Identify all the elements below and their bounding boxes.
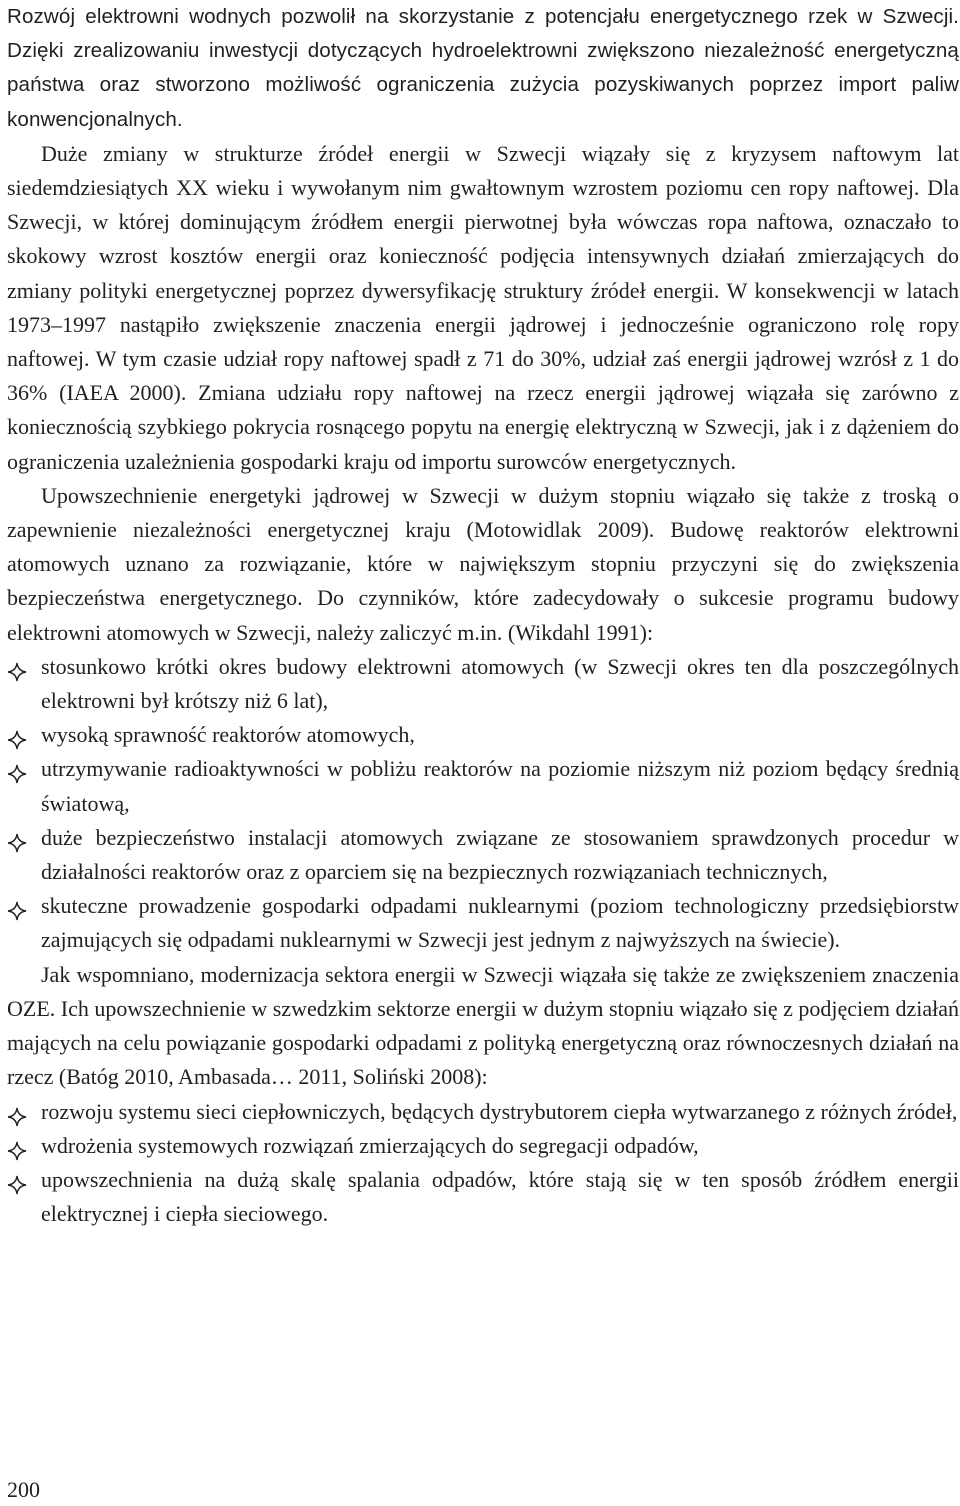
- paragraph-nuclear: Upowszechnienie energetyki jądrowej w Szwecji w dużym stopniu wiązało się także z troską o zapewnienie niezależności energetycznej kraju (Motowidlak 2009). Budowę reaktorów elektrowni atomowych uznano za rozwiązanie, które w największym stopniu przyczyni się do zwiększenia bezpieczeństwa energetycznego. Do czynników, które zadecydowały o sukcesie programu budowy elektrowni atomowych w Szwecji, należy zaliczyć m.in. (Wikdahl 1991):: [7, 482, 959, 645]
- list-item: [7, 821, 959, 889]
- list-item: [7, 752, 959, 820]
- list-item: [7, 718, 959, 752]
- list-item: [7, 1095, 959, 1129]
- paragraph-hydro: Rozwój elektrowni wodnych pozwolił na skorzystanie z potencjału energetycznego rzek w Szwecji. Dzięki zrealizowaniu inwestycji dotyczących hydroelektrowni zwiększono niezależność energetyczną państwa oraz stworzono możliwość ograniczenia zużycia pozyskiwanych poprzez import paliw konwencjonalnych.: [7, 5, 959, 131]
- list-item: [7, 889, 959, 957]
- list-item-text: skuteczne prowadzenie gospodarki odpadami nuklearnymi (poziom technologiczny przedsiębiorstw zajmujących się odpadami nuklearnymi w Szwecji jest jednym z najwyższych na świecie).: [41, 893, 959, 953]
- list-item-text: wysoką sprawność reaktorów atomowych,: [41, 722, 415, 748]
- list-item-text: duże bezpieczeństwo instalacji atomowych związane ze stosowaniem sprawdzonych procedur w działalności reaktorów oraz z oparciem się na bezpiecznych rozwiązaniach technicznych,: [41, 824, 959, 885]
- four-point-star-icon: [7, 1103, 27, 1123]
- four-point-star-icon: [7, 1171, 27, 1191]
- list-item-text: utrzymywanie radioaktywności w pobliżu reaktorów na poziomie niższym niż poziom będący średnią światową,: [41, 756, 959, 816]
- list-item: [7, 650, 959, 718]
- list-item: [7, 1129, 959, 1163]
- document-page: [7, 0, 959, 1231]
- list-item-text: rozwoju systemu sieci ciepłowniczych, będących dystrybutorem ciepła wytwarzanego z różnych źródeł,: [41, 1098, 958, 1124]
- page-number: 200: [7, 1477, 40, 1502]
- four-point-star-icon: [7, 897, 27, 917]
- paragraph-oil-crisis: Duże zmiany w strukturze źródeł energii w Szwecji wiązały się z kryzysem naftowym lat siedemdziesiątych XX wieku i wywołanym nim gwałtownym wzrostem poziomu cen ropy naftowej. Dla Szwecji, w której dominującym źródłem energii pierwotnej była wówczas ropa naftowa, oznaczało to skokowy wzrost kosztów energii oraz konieczność podjęcia intensywnych działań zmierzających do zmiany polityki energetycznej poprzez dywersyfikację struktury źródeł energii. W konsekwencji w latach 1973–1997 nastąpiło zwiększenie znaczenia energii jądrowej i jednocześnie ograniczono rolę ropy naftowej. W tym czasie udział ropy naftowej spadł z 71 do 30%, udział zaś energii jądrowej wzrósł z 1 do 36% (IAEA 2000). Zmiana udziału ropy naftowej na rzecz energii jądrowej wiązała się zarówno z koniecznością szybkiego pokrycia rosnącego popytu na energię elektryczną w Szwecji, jak i z dążeniem do ograniczenia uzależnienia gospodarki kraju od importu surowców energetycznych.: [7, 140, 959, 474]
- list-item: [7, 1163, 959, 1231]
- four-point-star-icon: [7, 726, 27, 746]
- renewables-actions-list: [7, 1095, 959, 1232]
- four-point-star-icon: [7, 829, 27, 849]
- nuclear-factors-list: [7, 650, 959, 958]
- list-item-text: stosunkowo krótki okres budowy elektrowni atomowych (w Szwecji okres ten dla poszczególnych elektrowni był krótszy niż 6 lat),: [41, 653, 959, 714]
- four-point-star-icon: [7, 760, 27, 780]
- four-point-star-icon: [7, 658, 27, 678]
- four-point-star-icon: [7, 1137, 27, 1157]
- list-item-text: wdrożenia systemowych rozwiązań zmierzających do segregacji odpadów,: [41, 1132, 699, 1158]
- paragraph-renewables: Jak wspomniano, modernizacja sektora energii w Szwecji wiązała się także ze zwiększeniem znaczenia OZE. Ich upowszechnienie w szwedzkim sektorze energii w dużym stopniu wiązało się z podjęciem działań mających na celu powiązanie gospodarki odpadami z polityką energetyczną oraz równoczesnych działań na rzecz (Batóg 2010, Ambasada… 2011, Soliński 2008):: [7, 961, 959, 1090]
- list-item-text: upowszechnienia na dużą skalę spalania odpadów, które stają się w ten sposób źródłem energii elektrycznej i ciepła sieciowego.: [41, 1166, 959, 1227]
